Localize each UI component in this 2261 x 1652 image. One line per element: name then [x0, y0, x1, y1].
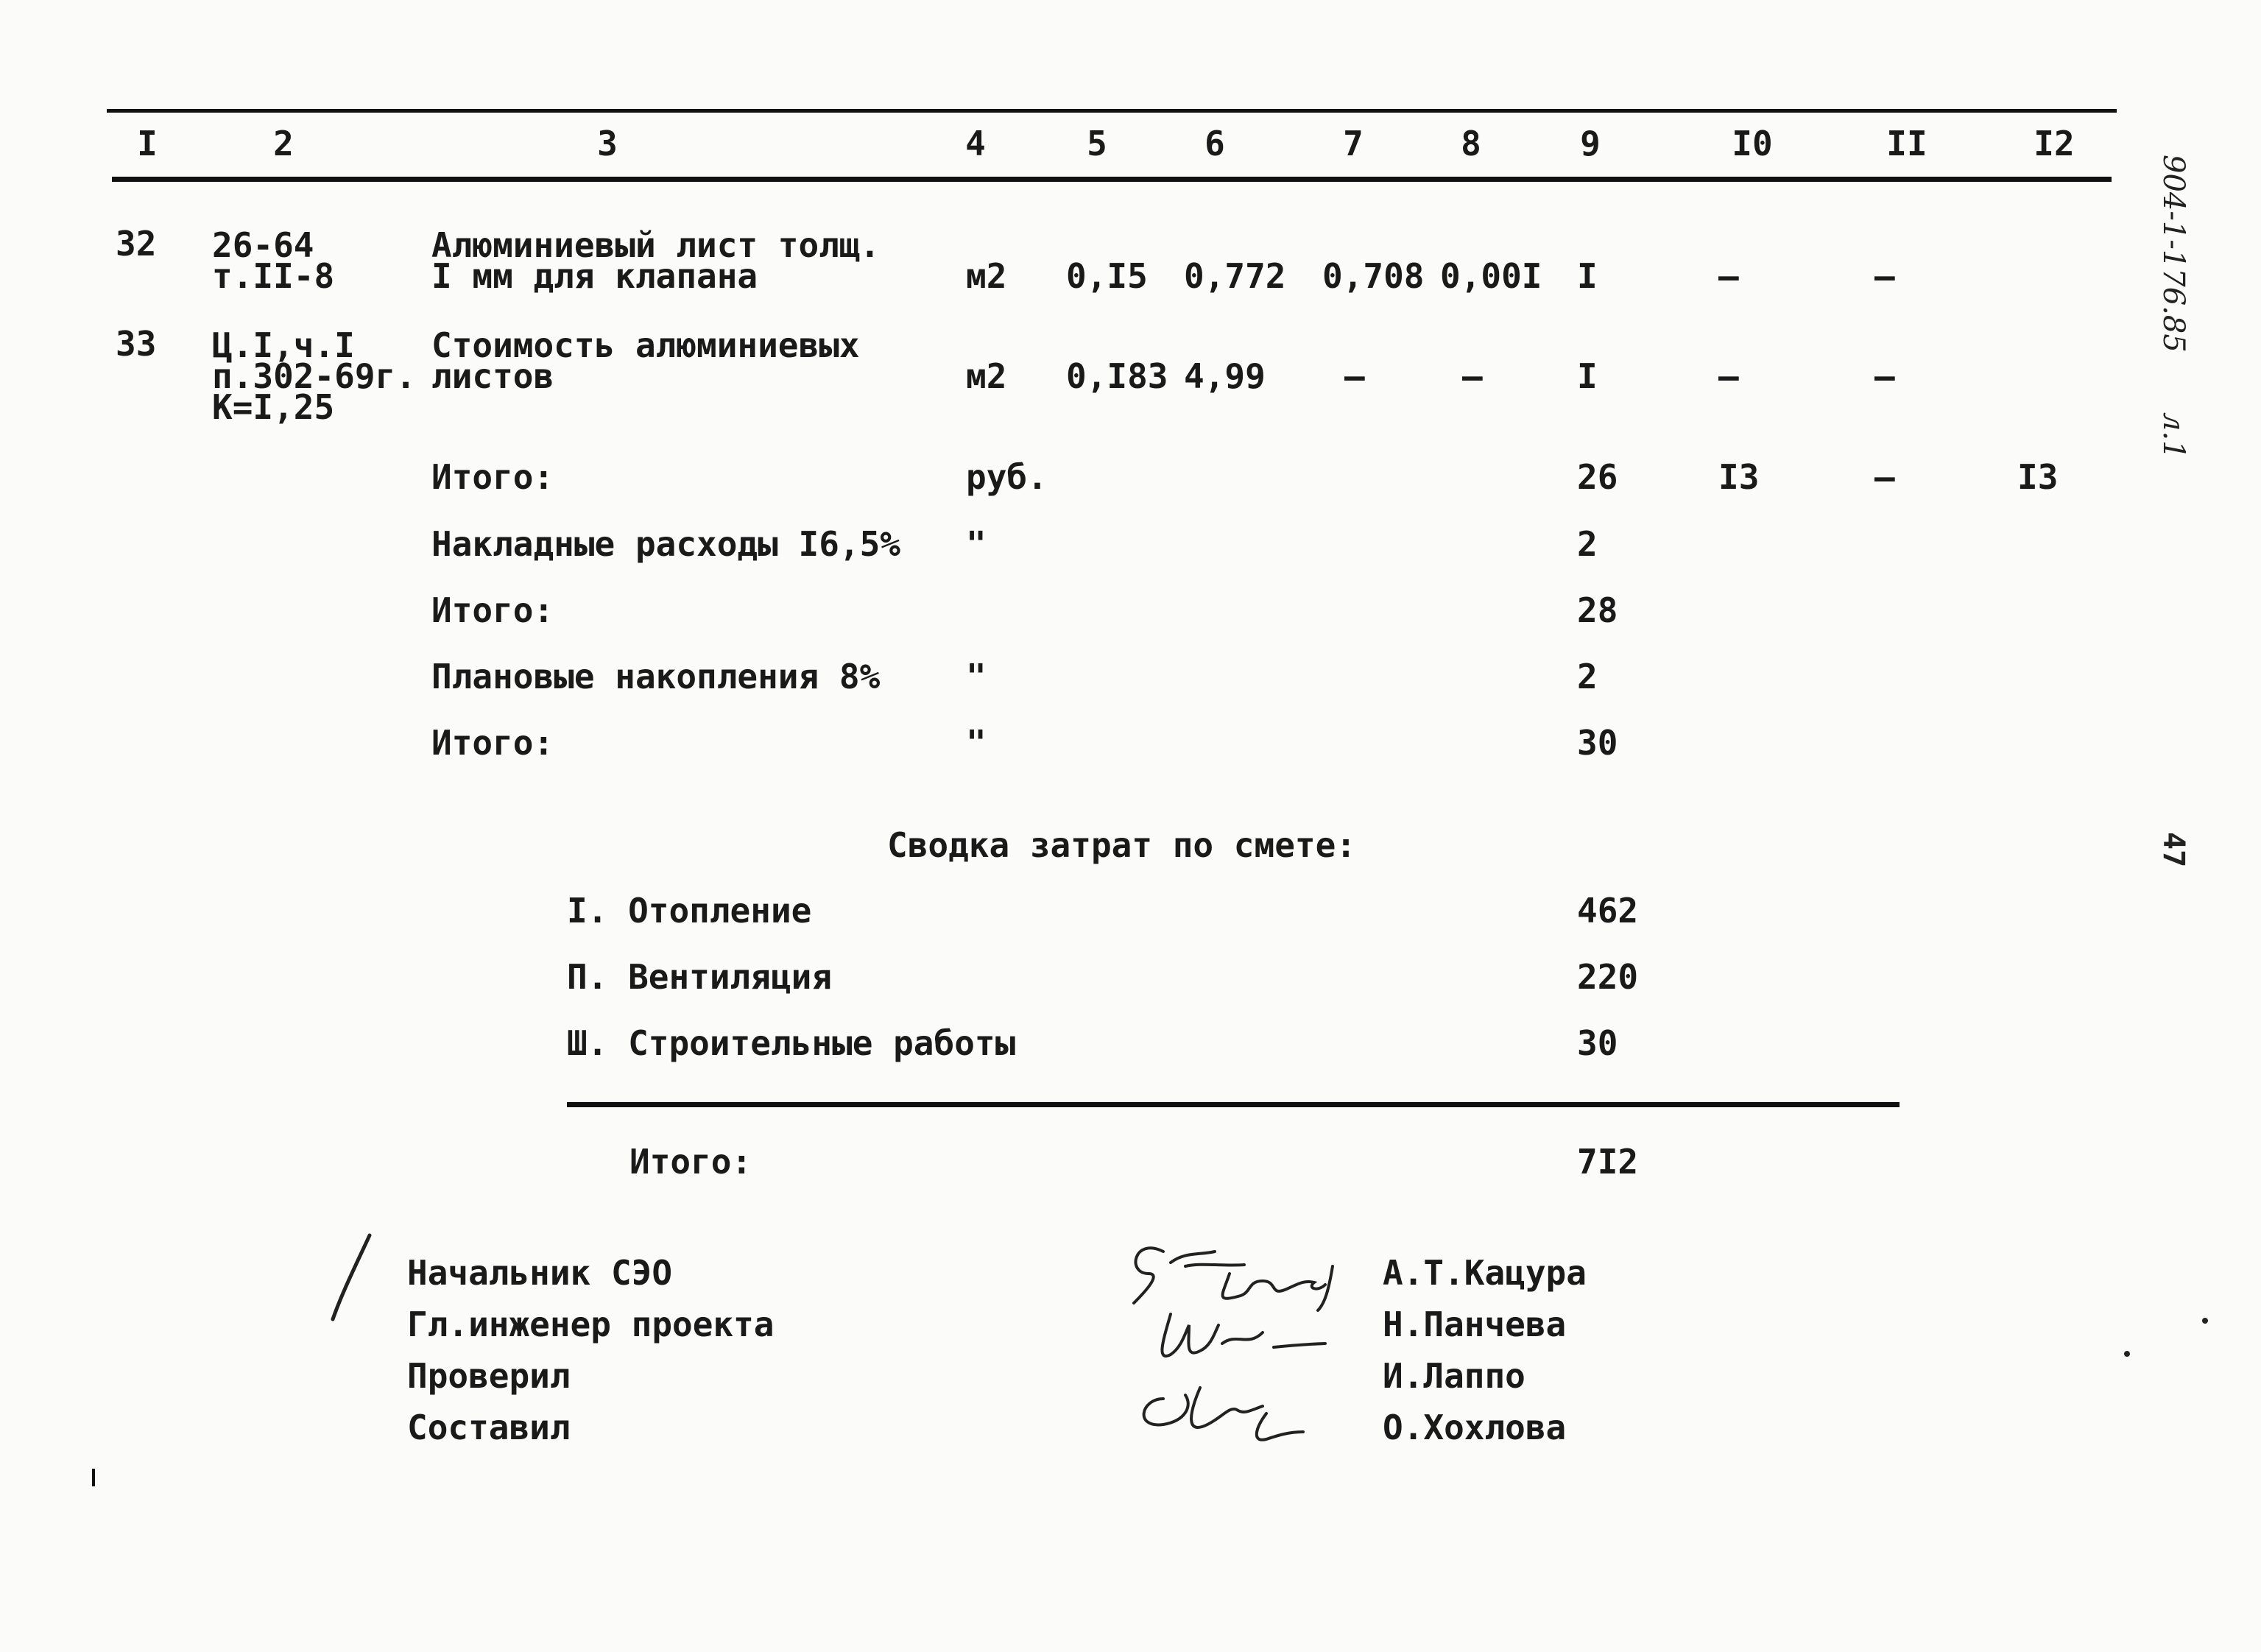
- total-col-12: I3: [2017, 457, 2059, 497]
- row-ref-line: т.II-8: [212, 256, 335, 296]
- header-rule: [112, 177, 2112, 182]
- overhead-unit: ": [966, 524, 987, 564]
- row-col-10: –: [1718, 356, 1739, 396]
- header-col-8: 8: [1461, 124, 1481, 163]
- summary-total-value: 7I2: [1577, 1142, 1639, 1182]
- row-col-8: 0,00I: [1440, 256, 1542, 296]
- row-col-11: –: [1874, 256, 1895, 296]
- header-col-2: 2: [273, 124, 294, 163]
- row-col-7: 0,708: [1322, 256, 1425, 296]
- row-col-11: –: [1874, 356, 1895, 396]
- summary-total-label: Итого:: [629, 1142, 752, 1182]
- scan-mark: [92, 1469, 95, 1486]
- planned-savings-unit: ": [966, 657, 987, 696]
- summary-item-label: П. Вентиляция: [567, 957, 833, 997]
- header-col-10: I0: [1732, 124, 1773, 163]
- row-number: 32: [116, 224, 157, 264]
- total-col-9: 26: [1577, 457, 1618, 497]
- summary-item-label: Ш. Строительные работы: [567, 1023, 1016, 1063]
- handwritten-signatures: [1119, 1222, 1369, 1465]
- signature-name: И.Лаппо: [1383, 1356, 1525, 1396]
- header-col-4: 4: [965, 124, 986, 163]
- total-col-10: I3: [1718, 457, 1760, 497]
- page-number: 47: [2156, 832, 2190, 868]
- scan-speck: [2202, 1318, 2208, 1324]
- overhead-value: 2: [1577, 524, 1598, 564]
- final-total-unit: ": [966, 723, 987, 763]
- row-ref-line: 26-64: [212, 225, 314, 265]
- total-unit: руб.: [966, 457, 1048, 497]
- planned-savings-label: Плановые накопления 8%: [431, 657, 881, 696]
- header-col-1: I: [137, 124, 158, 163]
- header-col-7: 7: [1343, 124, 1364, 163]
- row-col-5: 0,I83: [1066, 356, 1168, 396]
- row-ref-line: К=I,25: [212, 387, 335, 427]
- row-col-5: 0,I5: [1066, 256, 1148, 296]
- top-rule: [107, 109, 2117, 113]
- row-col-9: I: [1577, 356, 1598, 396]
- row-unit: м2: [966, 256, 1007, 296]
- summary-item-value: 462: [1577, 891, 1639, 931]
- row-col-6: 0,772: [1184, 256, 1286, 296]
- header-col-5: 5: [1087, 124, 1107, 163]
- side-document-code: 904-1-176.85: [2156, 155, 2190, 353]
- row-col-9: I: [1577, 256, 1598, 296]
- header-col-9: 9: [1580, 124, 1601, 163]
- signature-role: Составил: [407, 1408, 571, 1447]
- summary-title: Сводка затрат по смете:: [887, 825, 1356, 865]
- total-label: Итого:: [431, 457, 554, 497]
- row-col-7: –: [1344, 356, 1365, 396]
- row-number: 33: [116, 324, 157, 364]
- final-total-label: Итого:: [431, 723, 554, 763]
- header-col-3: 3: [597, 124, 618, 163]
- scan-speck: [2124, 1351, 2130, 1357]
- margin-slash-mark: [324, 1229, 383, 1325]
- row-ref-line: п.302-69г.: [212, 356, 416, 396]
- final-total-value: 30: [1577, 723, 1618, 763]
- header-col-12: I2: [2034, 124, 2075, 163]
- summary-item-value: 220: [1577, 957, 1639, 997]
- header-col-6: 6: [1204, 124, 1225, 163]
- summary-rule: [567, 1102, 1900, 1107]
- row-col-10: –: [1718, 256, 1739, 296]
- row-col-8: –: [1462, 356, 1483, 396]
- row-unit: м2: [966, 356, 1007, 396]
- row-col-6: 4,99: [1184, 356, 1266, 396]
- planned-savings-value: 2: [1577, 657, 1598, 696]
- signature-name: А.Т.Кацура: [1383, 1253, 1587, 1293]
- side-sheet-mark: л.1: [2156, 412, 2190, 459]
- overhead-label: Накладные расходы I6,5%: [431, 524, 900, 564]
- row-desc-line: Стоимость алюминиевых: [431, 325, 860, 365]
- signature-name: Н.Панчева: [1383, 1305, 1567, 1344]
- subtotal-value: 28: [1577, 590, 1618, 630]
- row-desc-line: листов: [431, 356, 554, 396]
- row-desc-line: I мм для клапана: [431, 256, 758, 296]
- signature-role: Гл.инженер проекта: [407, 1305, 775, 1344]
- signature-name: О.Хохлова: [1383, 1408, 1567, 1447]
- signature-role: Начальник СЭО: [407, 1253, 673, 1293]
- summary-item-label: I. Отопление: [567, 891, 812, 931]
- total-col-11: –: [1874, 457, 1895, 497]
- signature-role: Проверил: [407, 1356, 571, 1396]
- subtotal-label: Итого:: [431, 590, 554, 630]
- row-ref-line: Ц.I,ч.I: [212, 325, 355, 365]
- row-desc-line: Алюминиевый лист толщ.: [431, 225, 881, 265]
- summary-item-value: 30: [1577, 1023, 1618, 1063]
- header-col-11: II: [1886, 124, 1927, 163]
